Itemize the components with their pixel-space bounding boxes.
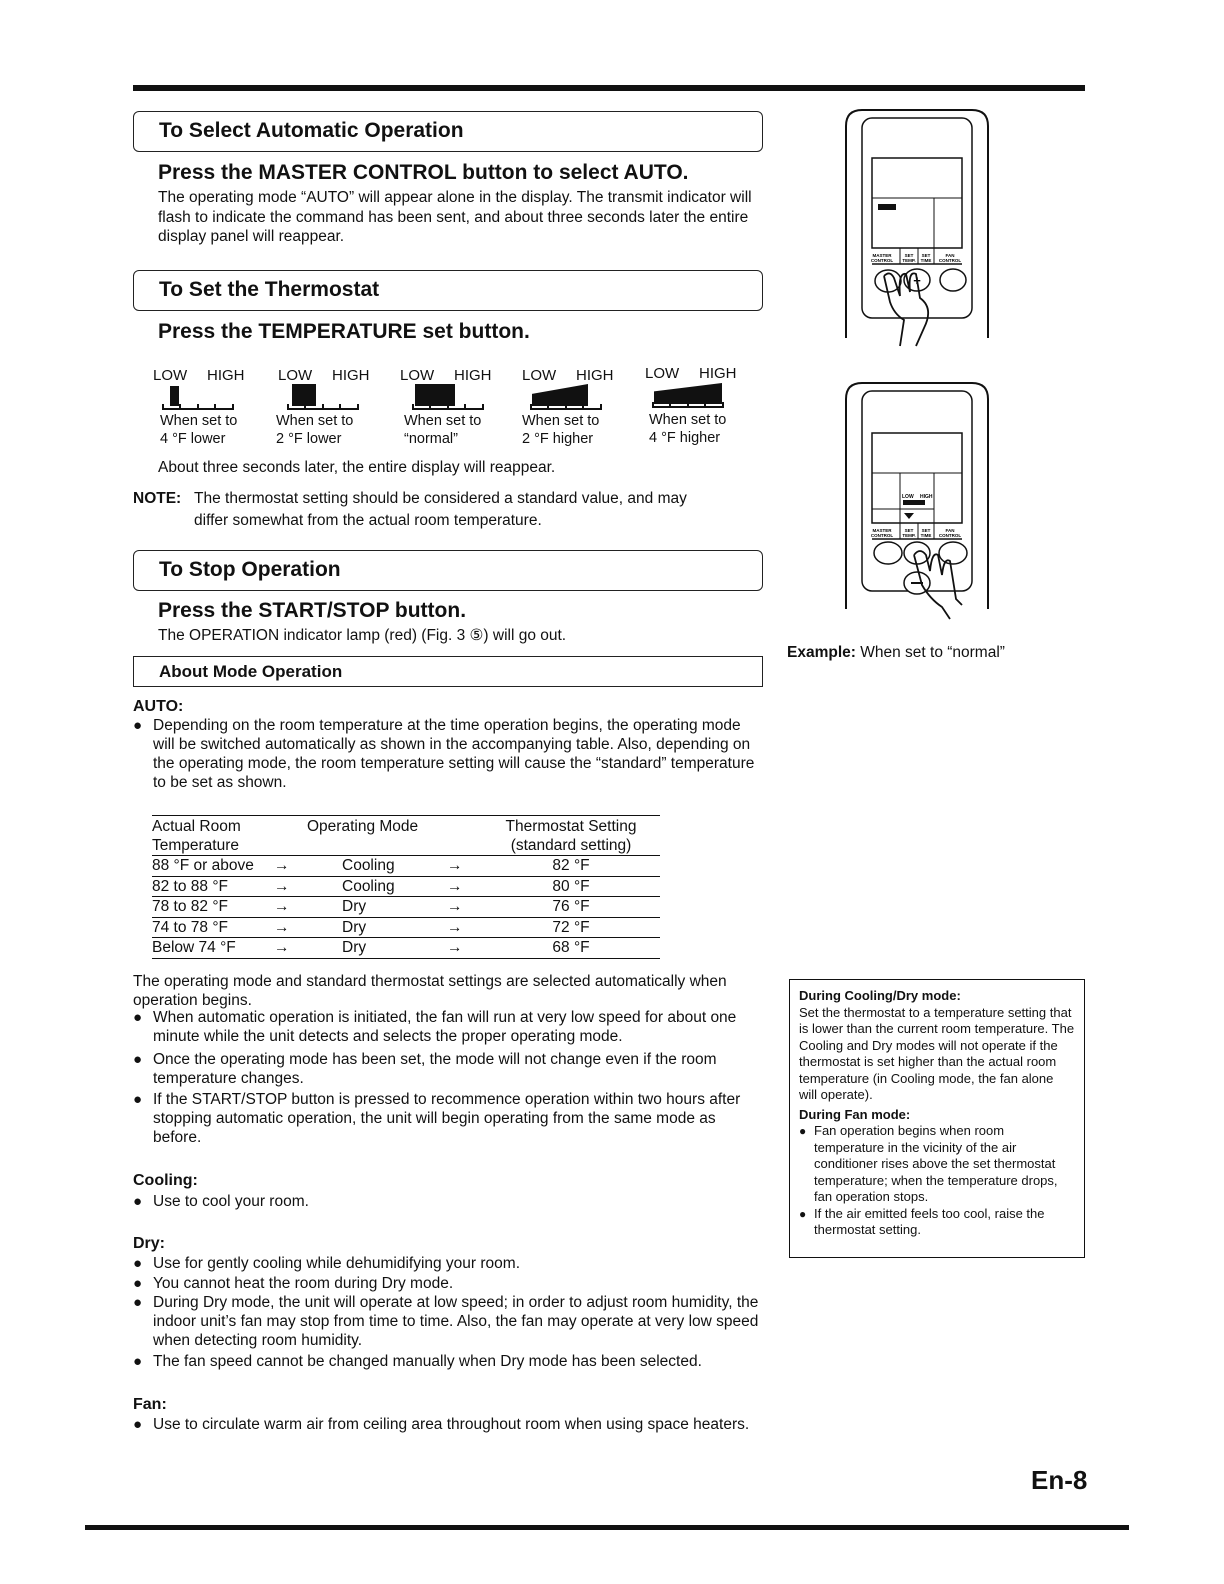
button-label: SET — [904, 528, 914, 533]
button-label: SET — [904, 253, 914, 258]
temp-bar-graph — [530, 384, 602, 410]
setting-caption: When set to 4 °F lower — [160, 413, 238, 447]
cooling-label: Cooling: — [133, 1172, 198, 1189]
dry-label: Dry: — [133, 1235, 166, 1252]
table-row — [152, 917, 660, 938]
fan-bullet: ● Use to circulate warm air from ceiling area throughout room when using space heaters. — [133, 1415, 765, 1434]
button-label: CONTROL — [938, 258, 962, 263]
example-label: Example: — [787, 644, 856, 661]
plus-sign: + — [913, 273, 921, 288]
note-label: NOTE: — [133, 490, 182, 507]
button-label: CONTROL — [870, 258, 894, 263]
button-label: CONTROL — [938, 533, 962, 538]
section-header-auto — [133, 111, 763, 152]
temp-bar-graph — [412, 384, 484, 410]
header-operating-mode: Operating Mode — [307, 816, 482, 856]
setting-cell: 76 °F — [482, 897, 660, 918]
table-row — [152, 897, 660, 918]
button-label: CONTROL — [870, 533, 894, 538]
room-temp-cell: 82 to 88 °F → — [152, 876, 307, 897]
button-label: SET — [921, 253, 931, 258]
table-header — [152, 816, 660, 856]
low-label: LOW — [153, 367, 188, 384]
remote-control-figure-temp — [838, 379, 993, 624]
example-text: When set to “normal” — [860, 644, 1005, 661]
stop-instruction: Press the START/STOP button. — [158, 599, 467, 622]
dry-bullet: ● During Dry mode, the unit will operate at low speed; in order to adjust room humidity, the indoor unit’s fan may stop from time to time. Also, the fan may operate at very low speed when detecting room humidity. — [133, 1293, 765, 1350]
setting-cell: 68 °F — [482, 938, 660, 959]
header-room-temp: Actual Room Temperature — [152, 816, 307, 856]
button-label: FAN — [945, 528, 955, 533]
top-rule — [133, 85, 1085, 91]
low-label: LOW — [522, 367, 557, 384]
high-label: HIGH — [207, 367, 245, 384]
section-title-auto: To Select Automatic Operation — [159, 119, 464, 142]
setting-cell: 82 °F — [482, 856, 660, 877]
high-label: HIGH — [576, 367, 614, 384]
auto-detail-bullet: ● If the START/STOP button is pressed to recommence operation within two hours after stopping automatic operation, the unit will begin operating from the same mode as before. — [133, 1090, 765, 1147]
stop-description: The OPERATION indicator lamp (red) (Fig. 3 ⑤) will go out. — [158, 627, 567, 644]
remote-control-figure-auto — [838, 106, 993, 351]
fan-mode-bullet: ● Fan operation begins when room temperature in the vicinity of the air conditioner rises above the set thermostat temperature; when the temperature drops, fan operation stops. — [799, 1123, 1075, 1206]
setting-caption: When set to “normal” — [404, 413, 482, 447]
low-label: LOW — [278, 367, 313, 384]
button-label: TEMP. — [902, 533, 916, 538]
auto-label: AUTO: — [133, 698, 184, 715]
setting-caption: When set to 2 °F lower — [276, 413, 354, 447]
table-row — [152, 856, 660, 877]
display-high-label: HIGH — [920, 494, 933, 500]
mode-cell: Cooling → — [307, 876, 482, 897]
temp-bar-graph — [287, 384, 359, 410]
fan-label: Fan: — [133, 1396, 167, 1413]
high-label: HIGH — [699, 365, 737, 382]
dry-bullet: ● Use for gently cooling while dehumidifying your room. — [133, 1254, 765, 1273]
page-number: En-8 — [1031, 1465, 1088, 1495]
button-label: SET — [921, 528, 931, 533]
mode-cell: Dry → — [307, 897, 482, 918]
setting-cell: 80 °F — [482, 876, 660, 897]
dry-bullet: ● The fan speed cannot be changed manually when Dry mode has been selected. — [133, 1352, 765, 1371]
button-label: MASTER — [872, 528, 892, 533]
room-temp-cell: Below 74 °F → — [152, 938, 307, 959]
section-title-mode: About Mode Operation — [159, 662, 343, 681]
fan-mode-title: During Fan mode: — [799, 1106, 911, 1122]
low-label: LOW — [400, 367, 435, 384]
mode-cell: Cooling → — [307, 856, 482, 877]
table-row — [152, 876, 660, 897]
thermostat-instruction: Press the TEMPERATURE set button. — [158, 320, 530, 343]
note-text-line1: The thermostat setting should be considered a standard value, and may — [194, 490, 687, 507]
auto-instruction: Press the MASTER CONTROL button to select AUTO. — [158, 161, 689, 184]
cooling-bullet: ● Use to cool your room. — [133, 1192, 765, 1211]
section-header-thermostat — [133, 270, 763, 311]
auto-detail-bullet: ● When automatic operation is initiated, the fan will run at very low speed for about one minute while the unit detects and selects the proper operating mode. — [133, 1008, 765, 1046]
cooling-dry-title: During Cooling/Dry mode: — [799, 988, 961, 1003]
button-label: TEMP. — [902, 258, 916, 263]
section-title-thermostat: To Set the Thermostat — [159, 278, 380, 301]
thermostat-reappear-text: About three seconds later, the entire display will reappear. — [158, 459, 556, 476]
setting-caption: When set to 4 °F higher — [649, 412, 727, 446]
display-low-label: LOW — [902, 494, 914, 500]
button-label: FAN — [945, 253, 955, 258]
example-caption — [787, 643, 1005, 663]
note-text-line2: differ somewhat from the actual room temperature. — [194, 512, 542, 529]
header-thermostat-setting: Thermostat Setting (standard setting) — [482, 816, 660, 856]
after-table-text: The operating mode and standard thermostat settings are selected automatically when operation begins. — [133, 973, 727, 1009]
setting-cell: 72 °F — [482, 917, 660, 938]
auto-description: The operating mode “AUTO” will appear alone in the display. The transmit indicator will flash to indicate the command has been sent, and about three seconds later the entire display panel will reappear. — [158, 189, 752, 245]
bottom-rule — [85, 1525, 1129, 1530]
mode-cell: Dry → — [307, 917, 482, 938]
button-label: TIME — [920, 258, 932, 263]
fan-mode-bullet: ● If the air emitted feels too cool, raise the thermostat setting. — [799, 1206, 1075, 1239]
dry-bullet: ● You cannot heat the room during Dry mode. — [133, 1274, 765, 1293]
room-temp-cell: 78 to 82 °F → — [152, 897, 307, 918]
table-row — [152, 938, 660, 959]
mode-cell: Dry → — [307, 938, 482, 959]
room-temp-cell: 88 °F or above → — [152, 856, 307, 877]
high-label: HIGH — [332, 367, 370, 384]
section-header-stop — [133, 550, 763, 591]
sidebar-note-box — [789, 979, 1085, 1258]
mode-table — [152, 815, 660, 959]
room-temp-cell: 74 to 78 °F → — [152, 917, 307, 938]
section-header-mode — [133, 656, 763, 687]
temp-bar-graph — [652, 382, 724, 408]
high-label: HIGH — [454, 367, 492, 384]
button-label: MASTER — [872, 253, 892, 258]
auto-bullet: ● Depending on the room temperature at the time operation begins, the operating mode will be switched automatically as shown in the accompanying table. Also, depending on the operating mode, the room temperature setting will cause the “standard” temperature to be set as shown. — [133, 716, 765, 792]
section-title-stop: To Stop Operation — [159, 558, 341, 581]
setting-caption: When set to 2 °F higher — [522, 413, 600, 447]
auto-detail-bullet: ● Once the operating mode has been set, the mode will not change even if the room temperature changes. — [133, 1050, 765, 1088]
low-label: LOW — [645, 365, 680, 382]
cooling-dry-text: Set the thermostat to a temperature setting that is lower than the current room temperature. The Cooling and Dry modes will not operate if the thermostat is set higher than the actual room temperature (in Cooling mode, the fan alone will operate). — [799, 1004, 1075, 1102]
button-label: TIME — [920, 533, 932, 538]
temp-bar-graph — [162, 384, 234, 410]
